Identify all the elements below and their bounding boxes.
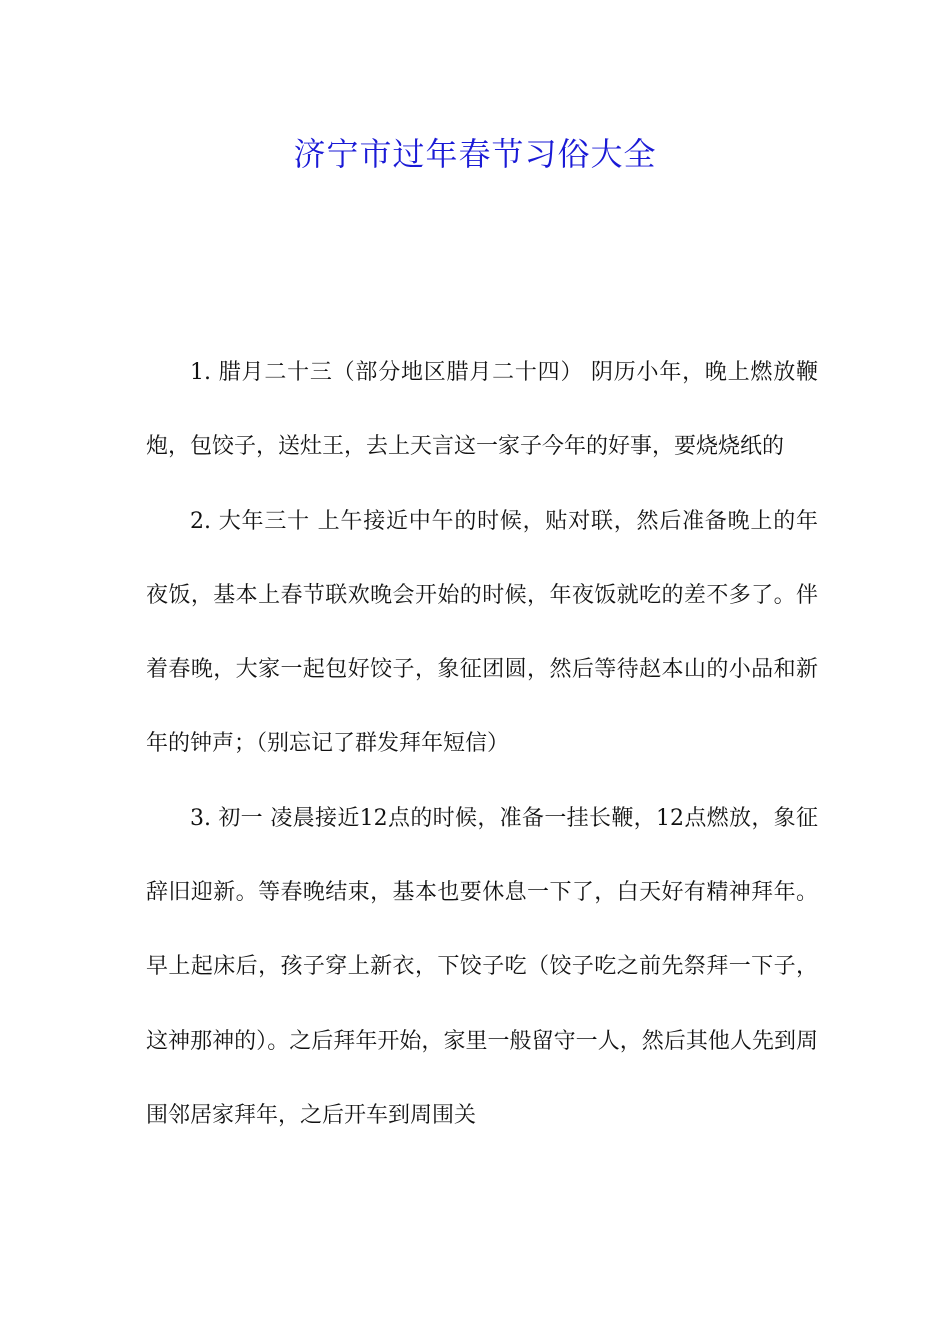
- paragraph-3: 3. 初一 凌晨接近12点的时候，准备一挂长鞭，12点燃放，象征辞旧迎新。等春晚结束，基本也要休息一下了，白天好有精神拜年。早上起床后，孩子穿上新衣，下饺子吃（饺子吃之前先祭拜一下子，这神那神的）。之后拜年开始，家里一般留守一人，然后其他人先到周围邻居家拜年，之后开车到周围关: [146, 805, 818, 1128]
- document-body: [146, 336, 818, 1153]
- paragraph-1: 1. 腊月二十三（部分地区腊月二十四） 阴历小年，晚上燃放鞭炮，包饺子，送灶王，去上天言这一家子今年的好事，要烧烧纸的: [146, 360, 818, 460]
- paragraph-2: 2. 大年三十 上午接近中午的时候，贴对联，然后准备晚上的年夜饭，基本上春节联欢晚会开始的时候，年夜饭就吃的差不多了。伴着春晚，大家一起包好饺子，象征团圆，然后等待赵本山的小品和新年的钟声；（别忘记了群发拜年短信）: [146, 508, 818, 757]
- document-title: 济宁市过年春节习俗大全: [293, 135, 657, 173]
